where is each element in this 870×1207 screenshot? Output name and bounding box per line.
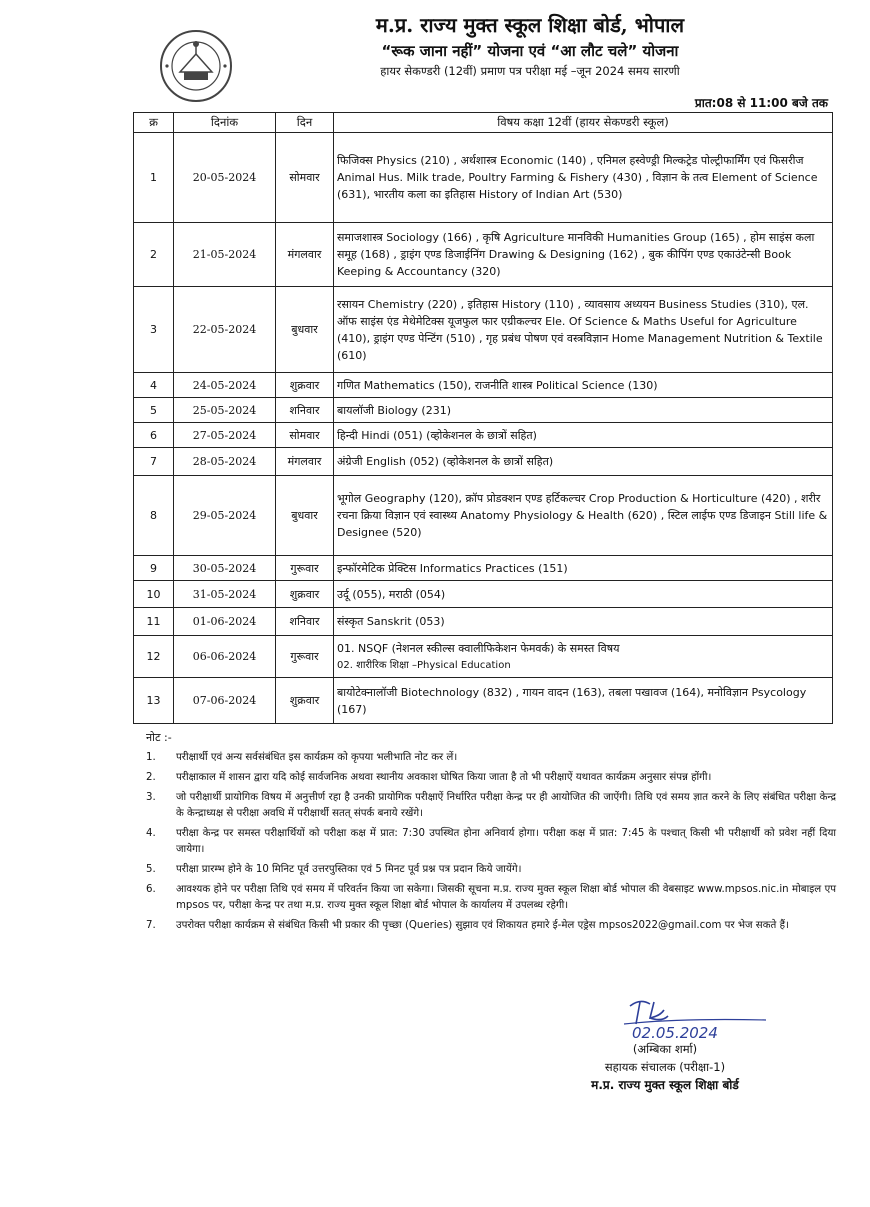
row-sr: 11 xyxy=(134,608,174,636)
row-day: सोमवार xyxy=(276,423,334,448)
signatory-name: (अम्बिका शर्मा) xyxy=(632,1042,698,1056)
row-subject-line: 02. शारीरिक शिक्षा –Physical Education xyxy=(337,659,511,671)
row-day: शुक्रवार xyxy=(276,581,334,608)
timetable xyxy=(133,112,833,724)
list-item xyxy=(146,882,836,914)
row-subject: बायलॉजी Biology (231) xyxy=(334,398,833,423)
note-text: परीक्षा केन्द्र पर समस्त परीक्षार्थियों को परीक्षा कक्ष में प्रात: 7:30 उपस्थित होना अनिवार्य होगा। परीक्षा कक्ष में प्रात: 7:45 के पश्चात् किसी भी परीक्षार्थी को प्रवेश नहीं दिया जायेगा। xyxy=(176,828,836,855)
row-sr: 2 xyxy=(134,223,174,287)
header-day: दिन xyxy=(276,113,334,133)
row-subject: रसायन Chemistry (220) , इतिहास History (110) , व्यावसाय अध्ययन Business Studies (310), एल. ऑफ साइंस एंड मेथेमेटिक्स यूजफुल फार एग्रीकल्चर Ele. Of Science & Maths Useful for Agriculture (410), ड्राइंग एण्ड पेन्टिंग (510) , गृह प्रबंध पोषण एवं वस्त्रविज्ञान Home Management Nutrition & Textile (610) xyxy=(334,287,833,373)
row-date: 01-06-2024 xyxy=(174,608,276,636)
note-number: 2. xyxy=(146,772,156,783)
note-text: परीक्षा प्रारम्भ होने के 10 मिनिट पूर्व उत्तरपुस्तिका एवं 5 मिनट पूर्व प्रश्न पत्र प्रदान किये जायेंगे। xyxy=(176,864,522,875)
row-subject: समाजशास्त्र Sociology (166) , कृषि Agriculture मानविकी Humanities Group (165) , होम साइंस कला समूह (168) , ड्राइंग एण्ड डिजाईनिंग Drawing & Designing (162) , बुक कीपिंग एण्ड एकाउंटेन्सी Book Keeping & Accountancy (320) xyxy=(334,223,833,287)
row-subject: फिजिक्स Physics (210) , अर्थशास्त्र Economic (140) , एनिमल हस्वेण्ड्री मिल्कट्रेड पोल्ट्रीफार्मिंग एवं फिसरीज Animal Hus. Milk trade, Poultry Farming & Fishery (430) , विज्ञान के तत्व Element of Science (631), भारतीय कला का इतिहास History of Indian Art (530) xyxy=(334,133,833,223)
row-date: 31-05-2024 xyxy=(174,581,276,608)
list-item xyxy=(146,918,836,934)
exam-timing: प्रात:08 से 11:00 बजे तक xyxy=(694,96,828,110)
signature-date: 02.05.2024 xyxy=(632,1024,718,1042)
note-number: 5. xyxy=(146,864,156,875)
row-subject: संस्कृत Sanskrit (053) xyxy=(334,608,833,636)
row-date: 07-06-2024 xyxy=(174,678,276,724)
note-text: परीक्षाकाल में शासन द्वारा यदि कोई सार्वजनिक अथवा स्थानीय अवकाश घोषित किया जाता है तो भी परीक्षाऐं यथावत कार्यक्रम अनुसार संपन्न होंगी। xyxy=(176,772,712,783)
row-sr: 6 xyxy=(134,423,174,448)
row-subject: बायोटेक्नालॉजी Biotechnology (832) , गायन वादन (163), तबला पखावज (164), मनोविज्ञान Psycology (167) xyxy=(334,678,833,724)
board-name: म.प्र. राज्य मुक्त स्कूल शिक्षा बोर्ड, भोपाल xyxy=(375,13,685,37)
row-date: 28-05-2024 xyxy=(174,448,276,476)
notes-title: नोट :- xyxy=(146,731,172,744)
row-sr: 1 xyxy=(134,133,174,223)
row-sr: 3 xyxy=(134,287,174,373)
signatory-block xyxy=(560,1040,770,1094)
list-item xyxy=(146,750,836,766)
list-item xyxy=(146,790,836,822)
row-sr: 9 xyxy=(134,556,174,581)
list-item xyxy=(146,862,836,878)
note-number: 1. xyxy=(146,752,156,763)
note-number: 7. xyxy=(146,920,156,931)
row-date: 20-05-2024 xyxy=(174,133,276,223)
row-date: 22-05-2024 xyxy=(174,287,276,373)
row-day: शुक्रवार xyxy=(276,373,334,398)
row-subject-line: 01. NSQF (नेशनल स्कील्स क्वालीफिकेशन फेमवर्क) के समस्त विषय xyxy=(337,641,620,655)
row-day: बुधवार xyxy=(276,476,334,556)
row-date: 21-05-2024 xyxy=(174,223,276,287)
header-date: दिनांक xyxy=(174,113,276,133)
row-subject: अंग्रेजी English (052) (व्होकेशनल के छात्रों सहित) xyxy=(334,448,833,476)
table-row xyxy=(134,287,833,373)
signatory-designation: सहायक संचालक (परीक्षा-1) xyxy=(604,1060,726,1074)
row-date: 27-05-2024 xyxy=(174,423,276,448)
row-sr: 4 xyxy=(134,373,174,398)
row-day: सोमवार xyxy=(276,133,334,223)
document-header xyxy=(250,10,810,80)
row-day: शनिवार xyxy=(276,608,334,636)
header-sr: क्र xyxy=(134,113,174,133)
row-day: मंगलवार xyxy=(276,223,334,287)
note-text: जो परीक्षार्थी प्रायोगिक विषय में अनुत्तीर्ण रहा है उनकी प्रायोगिक परीक्षाऐं निर्धारित परीक्षा केन्द्र पर ही आयोजित की जाऐंगी। तिथि एवं समय ज्ञात करने के लिए संबंधित परीक्षा केन्द्र के केन्द्राध्यक्ष से परीक्षा अवधि में परीक्षार्थी सतत् संपर्क बनाये रखेंगे। xyxy=(176,792,836,819)
row-day: मंगलवार xyxy=(276,448,334,476)
row-day: गुरूवार xyxy=(276,556,334,581)
note-text: आवश्यक होने पर परीक्षा तिथि एवं समय में परिवर्तन किया जा सकेगा। जिसकी सूचना म.प्र. राज्य मुक्त स्कूल शिक्षा बोर्ड भोपाल की वेबसाइट www.mpsos.nic.in मोबाइल एप mpsos पर, परीक्षा केन्द्र पर तथा म.प्र. राज्य मुक्त स्कूल शिक्षा बोर्ड भोपाल के कार्यालय में उपलब्ध रहेगी। xyxy=(176,884,836,911)
note-text: परीक्षार्थी एवं अन्य सर्वसंबंधित इस कार्यक्रम को कृपया भलीभाति नोट कर लें। xyxy=(176,752,458,763)
row-day: शनिवार xyxy=(276,398,334,423)
note-number: 3. xyxy=(146,792,156,803)
table-row xyxy=(134,223,833,287)
scheme-title: “रूक जाना नहीं” योजना एवं “आ लौट चले” योजना xyxy=(381,42,679,60)
note-text: उपरोक्त परीक्षा कार्यक्रम से संबंधित किसी भी प्रकार की पृच्छा (Queries) सुझाव एवं शिकायत हमारे ई-मेल एड्रेस mpsos2022@gmail.com पर भेज सकते हैं। xyxy=(176,920,789,931)
table-row xyxy=(134,448,833,476)
row-sr: 8 xyxy=(134,476,174,556)
row-date: 06-06-2024 xyxy=(174,636,276,678)
row-subject: इन्फॉरमेटिक प्रेक्टिस Informatics Practices (151) xyxy=(334,556,833,581)
table-row xyxy=(134,373,833,398)
row-date: 29-05-2024 xyxy=(174,476,276,556)
table-row xyxy=(134,423,833,448)
table-row xyxy=(134,398,833,423)
signature-icon xyxy=(620,994,770,1042)
row-date: 25-05-2024 xyxy=(174,398,276,423)
row-sr: 10 xyxy=(134,581,174,608)
table-row xyxy=(134,133,833,223)
row-day: गुरूवार xyxy=(276,636,334,678)
row-subject: गणित Mathematics (150), राजनीति शास्त्र Political Science (130) xyxy=(334,373,833,398)
row-day: शुक्रवार xyxy=(276,678,334,724)
board-seal-icon xyxy=(158,28,234,104)
table-row xyxy=(134,678,833,724)
table-row xyxy=(134,636,833,678)
row-date: 24-05-2024 xyxy=(174,373,276,398)
timetable-header-row xyxy=(134,113,833,133)
signatory-office: म.प्र. राज्य मुक्त स्कूल शिक्षा बोर्ड xyxy=(591,1078,739,1092)
row-date: 30-05-2024 xyxy=(174,556,276,581)
row-day: बुधवार xyxy=(276,287,334,373)
notes-list xyxy=(146,750,836,938)
row-sr: 5 xyxy=(134,398,174,423)
row-subject: उर्दू (055), मराठी (054) xyxy=(334,581,833,608)
note-number: 4. xyxy=(146,828,156,839)
row-subject: हिन्दी Hindi (051) (व्होकेशनल के छात्रों सहित) xyxy=(334,423,833,448)
list-item xyxy=(146,826,836,858)
header-subject: विषय कक्षा 12वीं (हायर सेकण्डरी स्कूल) xyxy=(334,113,833,133)
list-item xyxy=(146,770,836,786)
row-sr: 7 xyxy=(134,448,174,476)
note-number: 6. xyxy=(146,884,156,895)
row-subject: भूगोल Geography (120), क्रॉप प्रोडक्शन एण्ड हर्टिकल्चर Crop Production & Horticulture (420) , शरीर रचना क्रिया विज्ञान एवं स्वास्थ्य Anatomy Physiology & Health (620) , स्टिल लाईफ एण्ड डिजाइन Still life & Designee (520) xyxy=(334,476,833,556)
table-row xyxy=(134,476,833,556)
row-subject xyxy=(334,636,833,678)
row-sr: 12 xyxy=(134,636,174,678)
exam-title: हायर सेकण्डरी (12वीं) प्रमाण पत्र परीक्षा मई –जून 2024 समय सारणी xyxy=(380,64,680,78)
row-sr: 13 xyxy=(134,678,174,724)
table-row xyxy=(134,608,833,636)
table-row xyxy=(134,581,833,608)
table-row xyxy=(134,556,833,581)
